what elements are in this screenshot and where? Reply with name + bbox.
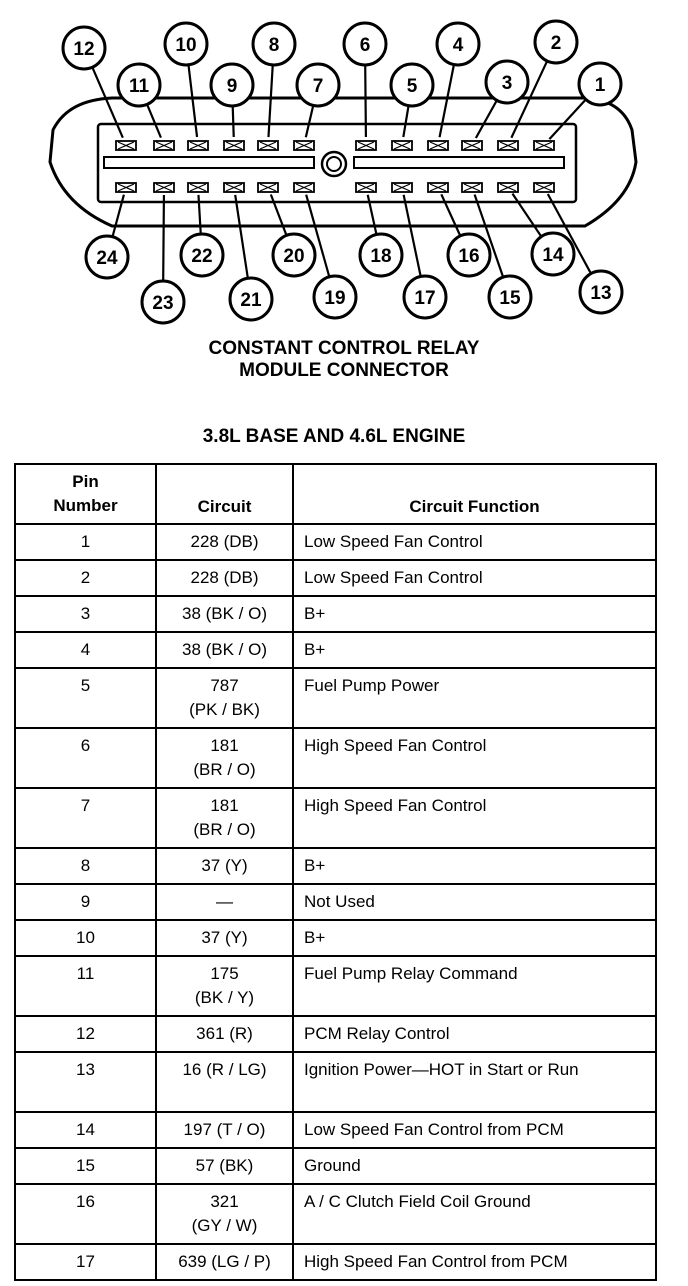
callout-leader [441,194,460,236]
table-header-row [15,464,656,524]
callout-leader [235,195,248,278]
pin-cell: 12 [15,1016,156,1052]
pinout-table [14,463,657,1281]
pin-cell: 17 [15,1244,156,1280]
function-cell: A / C Clutch Field Coil Ground [293,1184,656,1244]
pin-cavity-mark [394,184,410,191]
pin-cell: 16 [15,1184,156,1244]
function-cell: High Speed Fan Control [293,788,656,848]
table-row [15,1244,656,1280]
callout-leader [268,65,272,137]
pin-cavity-mark [500,184,516,191]
pin-cavity-mark [260,184,276,191]
header-circuit-function: Circuit Function [293,464,656,524]
pin-cavity-mark [190,142,206,149]
callout-label: 1 [594,75,606,96]
callout-leader [188,65,197,137]
pin-cavity-mark [260,142,276,149]
header-pin-line1: Pin [72,472,99,491]
function-cell: B+ [293,920,656,956]
circuit-cell: 175 (BK / Y) [156,956,293,1016]
callout-label: 8 [268,35,280,56]
table-row [15,848,656,884]
callout-label: 6 [359,35,371,56]
header-circuit: Circuit [156,464,293,524]
pin-cavity-mark [358,184,374,191]
pin-cavity-mark [430,142,446,149]
connector-housing [50,98,636,226]
pin-cell: 9 [15,884,156,920]
table-row [15,596,656,632]
diagram-title-line2: MODULE CONNECTOR [239,360,449,381]
pin-cell: 2 [15,560,156,596]
table-row [15,632,656,668]
function-cell: B+ [293,596,656,632]
center-bolt [322,152,346,176]
pin-cell: 3 [15,596,156,632]
callout-label: 15 [499,288,521,309]
callout-label: 10 [175,35,197,56]
function-cell: Fuel Pump Power [293,668,656,728]
callout-leader [271,194,287,235]
pin-cavity-mark [464,184,480,191]
table-row [15,1016,656,1052]
connector-diagram [0,0,688,330]
lower-slot [354,157,564,168]
callout-label: 13 [590,283,612,304]
function-cell: Low Speed Fan Control from PCM [293,1112,656,1148]
pin-cell: 4 [15,632,156,668]
callout-leader [403,106,408,137]
callout-label: 14 [542,245,564,266]
function-cell: Low Speed Fan Control [293,524,656,560]
callout-leader [147,104,161,137]
pin-cell: 7 [15,788,156,848]
function-cell: Ground [293,1148,656,1184]
callout-label: 23 [152,293,174,314]
function-cell: High Speed Fan Control [293,728,656,788]
pin-cavity-mark [190,184,206,191]
circuit-cell: 37 (Y) [156,848,293,884]
callout-leader [233,106,234,137]
pin-cavity-mark [536,184,552,191]
function-cell: Not Used [293,884,656,920]
callout-label: 21 [240,290,262,311]
table-row [15,728,656,788]
pin-cavity-mark [118,184,134,191]
circuit-cell: 228 (DB) [156,560,293,596]
callout-leader [404,195,421,277]
circuit-cell: 38 (BK / O) [156,596,293,632]
pin-cavity-mark [430,184,446,191]
callout-leader [476,100,497,138]
circuit-cell: 181 (BR / O) [156,728,293,788]
pin-cell: 11 [15,956,156,1016]
pin-cavity-mark [500,142,516,149]
circuit-cell: — [156,884,293,920]
table-row [15,788,656,848]
callout-label: 3 [501,73,513,94]
table-row [15,1148,656,1184]
upper-slot [104,157,314,168]
callout-label: 17 [414,288,436,309]
table-row [15,668,656,728]
callout-label: 9 [226,76,238,97]
center-bolt-inner [327,157,341,171]
circuit-cell: 321 (GY / W) [156,1184,293,1244]
circuit-cell: 181 (BR / O) [156,788,293,848]
callout-label: 12 [73,39,95,60]
callout-label: 18 [370,246,392,267]
pin-cavity-mark [226,184,242,191]
pin-cavity-mark [118,142,134,149]
pin-cavity-mark [536,142,552,149]
callout-leader [512,194,541,237]
circuit-cell: 16 (R / LG) [156,1052,293,1112]
table-row [15,524,656,560]
callout-label: 11 [128,76,150,97]
table-row [15,956,656,1016]
circuit-cell: 37 (Y) [156,920,293,956]
function-cell: B+ [293,848,656,884]
pin-cell: 10 [15,920,156,956]
circuit-cell: 197 (T / O) [156,1112,293,1148]
callout-label: 20 [283,246,305,267]
callout-label: 4 [452,35,464,56]
pin-cell: 6 [15,728,156,788]
diagram-title-line1: CONSTANT CONTROL RELAY [208,338,480,359]
pin-cavity-mark [156,142,172,149]
callout-leader [306,105,313,137]
callout-leader [163,195,164,281]
table-row [15,920,656,956]
function-cell: High Speed Fan Control from PCM [293,1244,656,1280]
circuit-cell: 361 (R) [156,1016,293,1052]
callout-label: 2 [550,33,562,54]
pin-cavity-mark [394,142,410,149]
header-pin-line2: Number [53,496,118,515]
callout-label: 5 [406,76,418,97]
pin-cell: 5 [15,668,156,728]
circuit-cell: 57 (BK) [156,1148,293,1184]
table-row [15,1112,656,1148]
pin-cell: 15 [15,1148,156,1184]
pin-cell: 8 [15,848,156,884]
callout-label: 22 [191,246,213,267]
pin-cavity-mark [156,184,172,191]
pin-cell: 13 [15,1052,156,1112]
engine-heading: 3.8L BASE AND 4.6L ENGINE [202,426,466,447]
table-row [15,1052,656,1112]
callout-leader [440,65,454,138]
pin-cavity-mark [296,184,312,191]
table-row [15,560,656,596]
function-cell: Fuel Pump Relay Command [293,956,656,1016]
pin-cell: 1 [15,524,156,560]
function-cell: Ignition Power—HOT in Start or Run [293,1052,656,1112]
callout-label: 7 [312,76,324,97]
circuit-cell: 38 (BK / O) [156,632,293,668]
pin-cavity-mark [226,142,242,149]
callout-label: 24 [96,248,118,269]
callout-label: 16 [458,246,480,267]
header-pin-number [15,464,156,524]
circuit-cell: 228 (DB) [156,524,293,560]
pin-cavity-mark [296,142,312,149]
table-row [15,884,656,920]
callout-leader [365,65,366,137]
function-cell: B+ [293,632,656,668]
circuit-cell: 787 (PK / BK) [156,668,293,728]
pin-cavity-mark [358,142,374,149]
pin-cavity-mark [464,142,480,149]
function-cell: PCM Relay Control [293,1016,656,1052]
callout-leader [549,99,585,139]
table-row [15,1184,656,1244]
circuit-cell: 639 (LG / P) [156,1244,293,1280]
callout-label: 19 [324,288,346,309]
function-cell: Low Speed Fan Control [293,560,656,596]
pin-cell: 14 [15,1112,156,1148]
